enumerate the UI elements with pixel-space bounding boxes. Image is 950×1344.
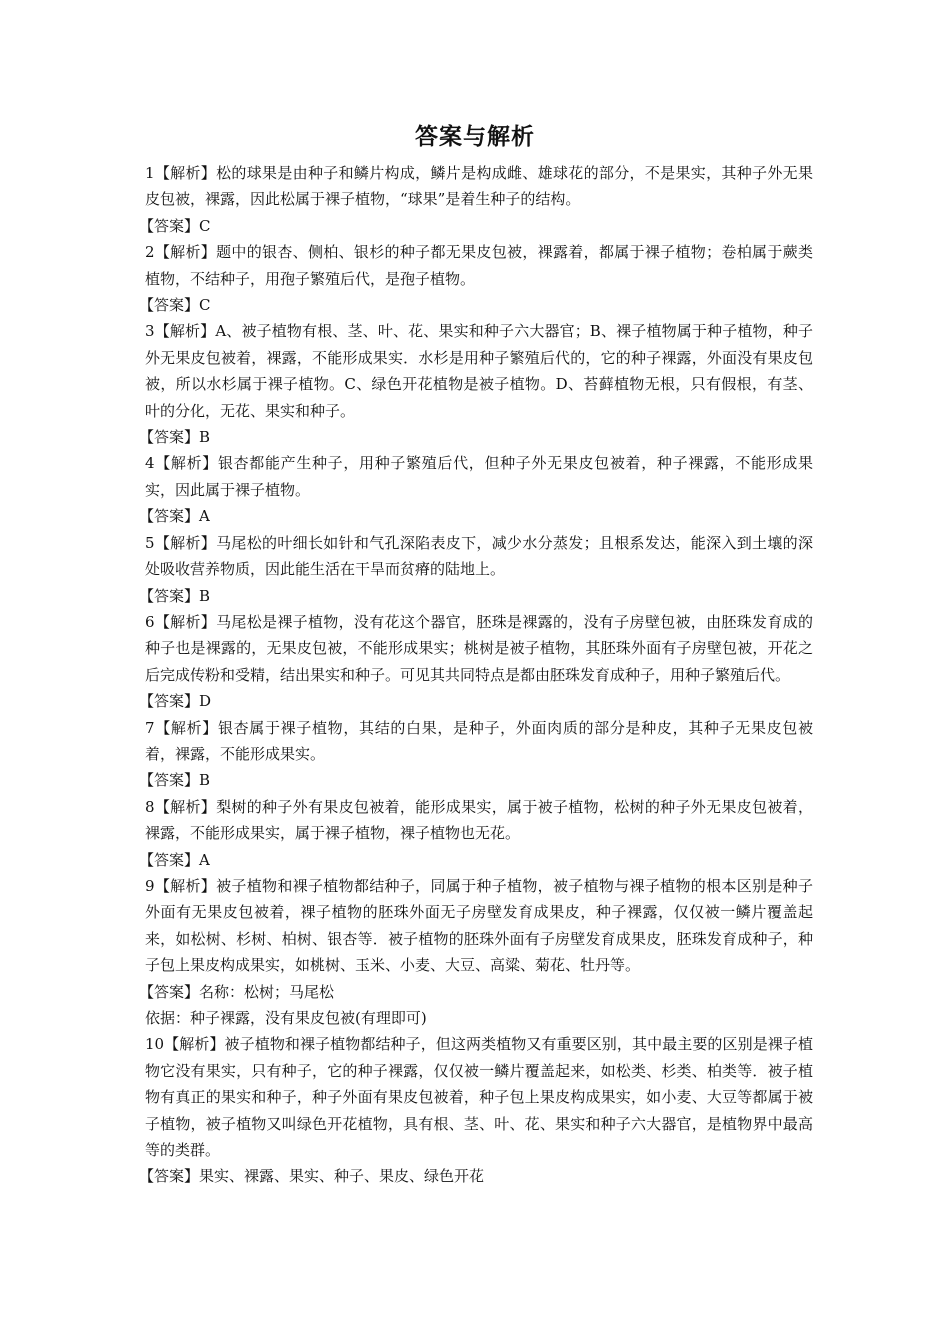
analysis-text: A、被子植物有根、茎、叶、花、果实和种子六大器官；B、裸子植物属于种子植物，种子外无果皮包被着，裸露，不能形成果实．水杉是用种子繁殖后代的，它的种子裸露，外面没有果皮包被，所以水杉属于裸子植物。C、绿色开花植物是被子植物。D、苔藓植物无根，只有假根，有茎、叶的分化，无花、果实和种子。	[145, 322, 813, 420]
analysis-label: 【解析】	[154, 797, 217, 816]
analysis-text: 题中的银杏、侧柏、银杉的种子都无果皮包被，裸露着，都属于裸子植物；卷柏属于蕨类植物，不结种子，用孢子繁殖后代，是孢子植物。	[145, 243, 813, 288]
answer-1: 【答案】C	[139, 216, 211, 235]
analysis-text: 马尾松是裸子植物，没有花这个器官，胚珠是裸露的，没有子房壁包被，由胚珠发育成的种子也是裸露的，无果皮包被，不能形成果实；桃树是被子植物，其胚珠外面有子房壁包被，开花之后完成传粉和受精，结出果实和种子。可见其共同特点是都由胚珠发育成种子，用种子繁殖后代。	[145, 612, 813, 684]
analysis-text: 被子植物和裸子植物都结种子，同属于种子植物，被子植物与裸子植物的根本区别是种子外面有无果皮包被着，裸子植物的胚珠外面无子房壁发育成果皮，种子裸露，仅仅被一鳞片覆盖起来，如松树、杉树、柏树、银杏等．被子植物的胚珠外面有子房壁发育成果皮，胚珠发育成种子，种子包上果皮构成果实，如桃树、玉米、小麦、大豆、高粱、菊花、牡丹等。	[145, 876, 813, 975]
analysis-4	[145, 450, 813, 503]
analysis-text: 银杏都能产生种子，用种子繁殖后代，但种子外无果皮包被着，种子裸露，不能形成果实，因此属于裸子植物。	[145, 454, 813, 499]
item-number: 4	[145, 454, 155, 473]
analysis-text: 被子植物和裸子植物都结种子，但这两类植物又有重要区别，其中最主要的区别是裸子植物它没有果实，只有种子，它的种子裸露，仅仅被一鳞片覆盖起来，如松类、杉类、柏类等．被子植物有真正的果实和种子，种子外面有果皮包被着，种子包上果皮构成果实，如小麦、大豆等都属于被子植物，被子植物又叫绿色开花植物，具有根、茎、叶、花、果实和种子六大器官，是植物界中最高等的类群。	[145, 1035, 813, 1160]
item-number: 9	[145, 876, 155, 895]
analysis-label: 【解析】	[154, 533, 217, 552]
item-number: 10	[145, 1035, 165, 1054]
analysis-10	[145, 1031, 813, 1163]
answer-8: 【答案】A	[139, 850, 210, 869]
item-number: 2	[145, 243, 155, 262]
analysis-6	[145, 609, 813, 688]
analysis-1	[145, 160, 813, 213]
analysis-label: 【解析】	[154, 243, 217, 262]
analysis-label: 【解析】	[154, 876, 217, 895]
item-number: 1	[145, 164, 155, 182]
item-number: 6	[145, 612, 155, 631]
item-number: 8	[145, 797, 155, 816]
answer-5: 【答案】B	[139, 586, 211, 605]
answer-list	[139, 160, 813, 1190]
item-number: 7	[145, 718, 155, 737]
answer-3: 【答案】B	[139, 428, 211, 447]
analysis-label: 【解析】	[154, 718, 218, 737]
page-title: 答案与解析	[415, 124, 535, 150]
answer-9: 【答案】名称：松树；马尾松	[139, 982, 335, 1001]
analysis-label: 【解析】	[154, 322, 216, 341]
answer-10: 【答案】果实、裸露、果实、种子、果皮、绿色开花	[139, 1167, 485, 1186]
analysis-label: 【解析】	[154, 454, 218, 473]
answer-9-basis: 依据：种子裸露，没有果皮包被(有理即可)	[145, 1009, 427, 1027]
analysis-label: 【解析】	[154, 164, 217, 182]
analysis-2	[145, 239, 813, 292]
analysis-text: 银杏属于裸子植物，其结的白果，是种子，外面肉质的部分是种皮，其种子无果皮包被着，裸露，不能形成果实。	[145, 718, 813, 763]
analysis-3	[145, 318, 813, 424]
analysis-5	[145, 530, 813, 583]
analysis-text: 梨树的种子外有果皮包被着，能形成果实，属于被子植物，松树的种子外无果皮包被着，裸露，不能形成果实，属于裸子植物，裸子植物也无花。	[145, 797, 813, 843]
answer-2: 【答案】C	[139, 296, 211, 315]
answer-6: 【答案】D	[139, 692, 212, 711]
analysis-text: 马尾松的叶细长如针和气孔深陷表皮下，减少水分蒸发；且根系发达，能深入到土壤的深处吸收营养物质，因此能生活在干旱而贫瘠的陆地上。	[145, 533, 813, 579]
item-number: 3	[145, 322, 155, 341]
analysis-label: 【解析】	[164, 1035, 225, 1054]
analysis-7	[145, 715, 813, 768]
analysis-text: 松的球果是由种子和鳞片构成，鳞片是构成雌、雄球花的部分，不是果实，其种子外无果皮包被，裸露，因此松属于裸子植物，“球果”是着生种子的结构。	[145, 164, 813, 209]
answer-4: 【答案】A	[139, 507, 210, 526]
answer-7: 【答案】B	[139, 771, 211, 790]
analysis-9	[145, 873, 813, 979]
item-number: 5	[145, 533, 155, 552]
analysis-8	[145, 794, 813, 847]
analysis-label: 【解析】	[154, 612, 217, 631]
